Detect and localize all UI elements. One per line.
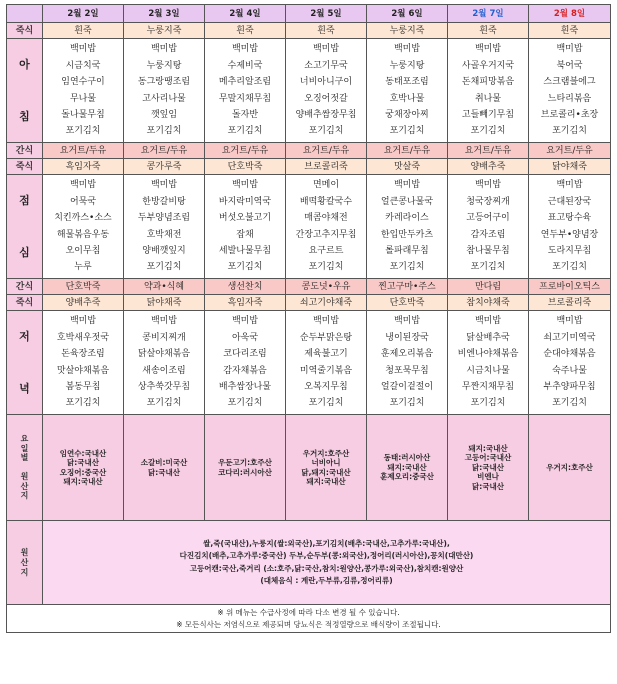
- origin-daily-cell: [448, 415, 529, 521]
- menu-item: 두부양념조림: [137, 213, 191, 224]
- menu-item: 제육불고기: [304, 349, 348, 360]
- menu-item: 백미밥: [474, 316, 502, 327]
- menu-item: 호박나물: [389, 93, 425, 104]
- porridge-dinner: 닭야채죽: [124, 295, 205, 311]
- menu-item: 부추양파무침: [543, 381, 596, 392]
- menu-item: 백미밥: [556, 44, 583, 55]
- porridge-label: 죽식: [7, 295, 43, 311]
- menu-item: 포기김치: [308, 262, 344, 273]
- menu-item: 백미밥: [150, 316, 178, 327]
- menu-item: 한입만두카츠: [380, 229, 434, 240]
- menu-item: 포기김치: [308, 126, 344, 137]
- menu-item: 얼갈이겉절이: [380, 381, 434, 392]
- snack-morning: 요거트/두유: [286, 143, 367, 159]
- origin-line: 동태:러시아산: [383, 453, 431, 463]
- lunch-menu-cell: [529, 175, 611, 279]
- menu-item: 시금치나물: [466, 365, 510, 376]
- menu-item: 배추쌈장나물: [218, 381, 272, 392]
- origin-general-line: 다진김치(배추,고추가루:중국산) 두부,순두부(콩:외국산),정어리(러시아산),꽁치(대만산): [179, 551, 474, 560]
- breakfast-menu-cell: [286, 39, 367, 143]
- porridge-lunch: 맛살죽: [367, 159, 448, 175]
- menu-item: 스크램블에그: [543, 77, 596, 88]
- porridge-morning-row: [7, 23, 611, 39]
- menu-item: 양배깻잎지: [142, 245, 186, 256]
- origin-line: 우거지:호주산: [302, 448, 350, 458]
- porridge-lunch: 브로콜리죽: [286, 159, 367, 175]
- porridge-dinner: 양배추죽: [43, 295, 124, 311]
- lunch-menu-cell: [448, 175, 529, 279]
- menu-item: 고사리나물: [142, 93, 186, 104]
- origin-line: 닭,돼지:국내산: [301, 467, 351, 477]
- menu-item: 순대야채볶음: [543, 349, 596, 360]
- menu-item: 포기김치: [227, 398, 263, 409]
- dinner-menu-cell: [367, 311, 448, 415]
- date-header: 2월 6일: [367, 5, 448, 23]
- lunch-menu-cell: [367, 175, 448, 279]
- menu-item: 백미밥: [474, 44, 502, 55]
- menu-item: 잡채: [236, 229, 254, 240]
- dinner-menu-cell: [286, 311, 367, 415]
- snack-morning: 요거트/두유: [205, 143, 286, 159]
- menu-item: 도라지무침: [547, 245, 592, 256]
- menu-item: 포기김치: [146, 262, 182, 273]
- menu-item: 백미밥: [69, 180, 97, 191]
- menu-item: 훈제오리볶음: [380, 349, 434, 360]
- menu-item: 포기김치: [227, 126, 263, 137]
- porridge-lunch: 닭야채죽: [529, 159, 611, 175]
- date-header: 2월 5일: [286, 5, 367, 23]
- origin-line: 우거지:호주산: [546, 462, 593, 472]
- origin-line: 너비아니: [311, 458, 341, 467]
- menu-item: 호박새우젓국: [56, 332, 110, 343]
- origin-daily-cell: [124, 415, 205, 521]
- snack-afternoon: 콩도넛•우유: [286, 279, 367, 295]
- menu-item: 바지락미역국: [218, 196, 272, 207]
- menu-item: 백미밥: [556, 316, 583, 327]
- menu-item: 근대된장국: [547, 196, 592, 207]
- breakfast-menu-cell: [367, 39, 448, 143]
- porridge-dinner: 브로콜리죽: [529, 295, 611, 311]
- menu-item: 수제비국: [227, 60, 263, 71]
- menu-item: 청포묵무침: [385, 365, 429, 376]
- menu-item: 백미밥: [150, 180, 178, 191]
- origin-line: 훈제오리:중국산: [380, 472, 434, 482]
- origin-line: 돼지:국내산: [306, 477, 346, 486]
- menu-item: 궁채장아찌: [385, 109, 429, 120]
- snack-label: 간식: [7, 279, 43, 295]
- dinner-menu-cell: [448, 311, 529, 415]
- origin-daily-cell: [43, 415, 124, 521]
- origin-daily-row: [7, 415, 611, 521]
- origin-daily-cell: [529, 415, 611, 521]
- lunch-menu-cell: [43, 175, 124, 279]
- menu-item: 포기김치: [470, 126, 506, 137]
- origin-daily-cell: [205, 415, 286, 521]
- menu-item: 누루: [74, 262, 92, 273]
- meal-menu-sheet: [6, 4, 610, 633]
- origin-line: 우둔고기:호주산: [218, 458, 272, 467]
- menu-item: 닭살배추국: [466, 332, 510, 343]
- origin-line: 닭:국내산: [67, 458, 99, 467]
- porridge-dinner-row: [7, 295, 611, 311]
- menu-item: 포기김치: [552, 398, 587, 409]
- date-header: 2월 7일: [448, 5, 529, 23]
- snack-afternoon: 단호박죽: [43, 279, 124, 295]
- snack-morning-row: [7, 143, 611, 159]
- lunch-menu-cell: [286, 175, 367, 279]
- menu-item: 깻잎임: [150, 109, 178, 120]
- lunch-menu-cell: [205, 175, 286, 279]
- menu-item: 콩비지찌개: [142, 332, 186, 343]
- menu-item: 백미밥: [150, 44, 178, 55]
- menu-item: 한방갈비탕: [142, 196, 186, 207]
- menu-item: 포기김치: [470, 262, 506, 273]
- origin-line: 코다리:러시아산: [218, 467, 272, 477]
- porridge-dinner: 단호박죽: [367, 295, 448, 311]
- menu-item: 돌자반: [231, 109, 259, 120]
- snack-label: 간식: [7, 143, 43, 159]
- menu-item: 사골우거지국: [461, 60, 515, 71]
- menu-item: 백미밥: [393, 180, 421, 191]
- menu-item: 호박채전: [146, 229, 182, 240]
- menu-item: 백미밥: [474, 180, 502, 191]
- snack-morning: 요거트/두유: [43, 143, 124, 159]
- menu-item: 브로콜리•초장: [540, 109, 599, 120]
- menu-item: 백미밥: [231, 44, 259, 55]
- notes-row: [7, 605, 611, 633]
- origin-general-line: 고등어캔:국산,죽거리 (소:호주,닭:국산,참치:원양산,콩가루:외국산),참치캔:원양산: [189, 563, 464, 573]
- menu-item: 아욱국: [231, 332, 259, 343]
- menu-item: 배떡황칼국수: [299, 196, 353, 207]
- porridge-lunch: 흑임자죽: [43, 159, 124, 175]
- dinner-menu-cell: [205, 311, 286, 415]
- menu-item: 백미밥: [312, 44, 340, 55]
- porridge-dinner: 참치야채죽: [448, 295, 529, 311]
- menu-item: 새송이조림: [142, 365, 186, 376]
- menu-item: 카레라이스: [385, 213, 429, 224]
- date-header: 2월 8일: [529, 5, 611, 23]
- menu-item: 포기김치: [308, 398, 344, 409]
- date-header: 2월 4일: [205, 5, 286, 23]
- origin-general-line: (대체음식 : 계란,두부류,김류,정어리류): [260, 576, 393, 585]
- menu-item: 포기김치: [227, 262, 263, 273]
- menu-item: 상추쑥갓무침: [137, 381, 191, 392]
- origin-line: 돼지:국내산: [387, 462, 427, 472]
- breakfast-label: 아 침: [7, 39, 43, 143]
- porridge-lunch: 양배추죽: [448, 159, 529, 175]
- breakfast-menu-cell: [124, 39, 205, 143]
- menu-item: 닭살야채볶음: [137, 349, 191, 360]
- corner-cell: [7, 5, 43, 23]
- dinner-row: [7, 311, 611, 415]
- menu-item: 청국장찌개: [466, 196, 510, 207]
- menu-item: 누룽지탕: [389, 60, 425, 71]
- menu-item: 감자조림: [470, 229, 506, 240]
- menu-item: 요구르트: [308, 245, 344, 256]
- menu-item: 백미밥: [312, 316, 340, 327]
- breakfast-menu-cell: [205, 39, 286, 143]
- menu-item: 양배추쌈장무침: [295, 109, 357, 120]
- menu-item: 연두부•양념장: [540, 229, 599, 240]
- menu-item: 포기김치: [552, 126, 587, 137]
- menu-item: 고들빼기무침: [461, 109, 515, 120]
- origin-line: 닭:국내산: [472, 462, 504, 472]
- menu-item: 오복지무침: [304, 381, 348, 392]
- porridge-dinner: 흑임자죽: [205, 295, 286, 311]
- porridge-lunch: 콩가루죽: [124, 159, 205, 175]
- snack-afternoon: 약과•식혜: [124, 279, 205, 295]
- origin-line: 임연수:국내산: [59, 448, 107, 458]
- menu-item: 무말지채무침: [218, 93, 272, 104]
- origin-general-line: 쌀,죽(국내산),누룽지(쌀:외국산),포기김치(배추:국내산,고추가루:국내산),: [203, 538, 450, 548]
- menu-item: 어묵국: [69, 196, 97, 207]
- menu-item: 북어국: [556, 60, 583, 71]
- menu-item: 백미밥: [69, 316, 97, 327]
- origin-line: 오징어:중국산: [59, 467, 107, 477]
- lunch-row: [7, 175, 611, 279]
- porridge-lunch-row: [7, 159, 611, 175]
- menu-item: 감자채볶음: [223, 365, 267, 376]
- lunch-menu-cell: [124, 175, 205, 279]
- menu-item: 소고기무국: [304, 60, 348, 71]
- porridge-morning: 흰죽: [205, 23, 286, 39]
- menu-item: 동그랑땡조림: [137, 77, 191, 88]
- menu-item: 얼큰콩나물국: [380, 196, 434, 207]
- menu-item: 돌나물무침: [61, 109, 105, 120]
- origin-general-cell: [43, 521, 611, 605]
- menu-item: 무짠지채무침: [461, 381, 515, 392]
- breakfast-menu-cell: [448, 39, 529, 143]
- porridge-morning: 흰죽: [529, 23, 611, 39]
- snack-morning: 요거트/두유: [367, 143, 448, 159]
- menu-item: 봄동무침: [65, 381, 101, 392]
- menu-item: 면메이: [312, 180, 340, 191]
- snack-morning: 요거트/두유: [448, 143, 529, 159]
- menu-item: 포기김치: [389, 262, 425, 273]
- menu-item: 느타리볶음: [547, 93, 592, 104]
- menu-item: 포기김치: [65, 398, 101, 409]
- menu-item: 버섯오불고기: [218, 213, 272, 224]
- menu-item: 냉이된장국: [385, 332, 429, 343]
- menu-item: 백미밥: [393, 44, 421, 55]
- porridge-dinner: 쇠고기야채죽: [286, 295, 367, 311]
- porridge-lunch: 단호박죽: [205, 159, 286, 175]
- porridge-label: 죽식: [7, 23, 43, 39]
- menu-item: 무나물: [69, 93, 97, 104]
- menu-item: 너비아니구이: [299, 77, 353, 88]
- origin-general-label: 원 산 지: [7, 521, 43, 605]
- menu-item: 백미밥: [393, 316, 421, 327]
- menu-item: 오징어젓갈: [304, 93, 348, 104]
- menu-item: 해물볶음우동: [56, 229, 110, 240]
- notes-cell: [7, 605, 611, 633]
- menu-item: 취나물: [474, 93, 502, 104]
- menu-item: 임연수구이: [61, 77, 105, 88]
- note-line: ※ 모든식사는 저염식으로 제공되며 당뇨식은 적정열량으로 배식량이 조절됩니다.: [176, 619, 441, 629]
- date-header: 2월 3일: [124, 5, 205, 23]
- snack-afternoon-row: [7, 279, 611, 295]
- dinner-label: 저 녁: [7, 311, 43, 415]
- menu-item: 세발나물무침: [218, 245, 272, 256]
- origin-line: 돼지:국내산: [468, 443, 508, 453]
- menu-item: 쇠고기미역국: [543, 332, 596, 343]
- menu-item: 코다리조림: [223, 349, 267, 360]
- menu-item: 매콤야채전: [304, 213, 348, 224]
- origin-line: 돼지:국내산: [63, 477, 103, 486]
- snack-afternoon: 만다림: [448, 279, 529, 295]
- porridge-label: 죽식: [7, 159, 43, 175]
- menu-item: 비엔나야채볶음: [457, 349, 519, 360]
- menu-item: 백미밥: [69, 44, 97, 55]
- origin-daily-cell: [286, 415, 367, 521]
- snack-afternoon: 찐고구마•주스: [367, 279, 448, 295]
- menu-item: 참나물무침: [466, 245, 510, 256]
- menu-item: 돈육장조림: [61, 349, 105, 360]
- menu-item: 누룽지탕: [146, 60, 182, 71]
- origin-line: 닭:국내산: [472, 481, 504, 491]
- menu-item: 메추리알조림: [218, 77, 272, 88]
- snack-morning: 요거트/두유: [124, 143, 205, 159]
- dinner-menu-cell: [124, 311, 205, 415]
- menu-item: 동태포조림: [385, 77, 429, 88]
- menu-item: 포기김치: [552, 262, 587, 273]
- dinner-menu-cell: [529, 311, 611, 415]
- porridge-morning: 흰죽: [448, 23, 529, 39]
- menu-item: 포기김치: [389, 398, 425, 409]
- menu-item: 표고탕수육: [547, 213, 592, 224]
- dinner-menu-cell: [43, 311, 124, 415]
- menu-item: 포기김치: [389, 126, 425, 137]
- porridge-morning: 누룽지죽: [124, 23, 205, 39]
- breakfast-row: [7, 39, 611, 143]
- origin-daily-label: 요 일 별 원 산 지: [7, 415, 43, 521]
- menu-item: 미역줄기볶음: [299, 365, 353, 376]
- menu-item: 백미밥: [231, 180, 259, 191]
- breakfast-menu-cell: [529, 39, 611, 143]
- menu-item: 시금치국: [65, 60, 101, 71]
- menu-item: 롤파래무침: [385, 245, 429, 256]
- menu-item: 치킨까스•소스: [54, 213, 112, 224]
- menu-item: 맛살야채볶음: [56, 365, 110, 376]
- breakfast-menu-cell: [43, 39, 124, 143]
- menu-item: 포기김치: [146, 398, 182, 409]
- menu-item: 돈채피망볶음: [461, 77, 515, 88]
- menu-item: 포기김치: [65, 126, 101, 137]
- porridge-morning: 흰죽: [43, 23, 124, 39]
- weekly-menu-table: [6, 4, 611, 633]
- menu-item: 백미밥: [556, 180, 583, 191]
- note-line: ※ 위 메뉴는 수급사정에 따라 다소 변경 될 수 있습니다.: [217, 607, 400, 617]
- snack-morning: 요거트/두유: [529, 143, 611, 159]
- menu-item: 백미밥: [231, 316, 259, 327]
- origin-line: 고등어:국내산: [464, 453, 512, 463]
- menu-item: 숙주나물: [552, 365, 587, 376]
- menu-item: 순두부맑은탕: [299, 332, 353, 343]
- menu-item: 포기김치: [470, 398, 506, 409]
- snack-afternoon: 프로바이오틱스: [529, 279, 611, 295]
- origin-daily-cell: [367, 415, 448, 521]
- menu-item: 간장고추지무침: [295, 229, 357, 240]
- origin-line: 닭:국내산: [148, 467, 180, 477]
- date-header-row: [7, 5, 611, 23]
- menu-item: 포기김치: [146, 126, 182, 137]
- menu-item: 오이무침: [65, 245, 101, 256]
- porridge-morning: 흰죽: [286, 23, 367, 39]
- origin-line: 비엔나: [477, 472, 499, 482]
- porridge-morning: 누룽지죽: [367, 23, 448, 39]
- lunch-label: 점 심: [7, 175, 43, 279]
- origin-line: 소갈비:미국산: [140, 458, 188, 467]
- menu-item: 고등어구이: [466, 213, 510, 224]
- date-header: 2월 2일: [43, 5, 124, 23]
- origin-general-row: [7, 521, 611, 605]
- snack-afternoon: 생선찬치: [205, 279, 286, 295]
